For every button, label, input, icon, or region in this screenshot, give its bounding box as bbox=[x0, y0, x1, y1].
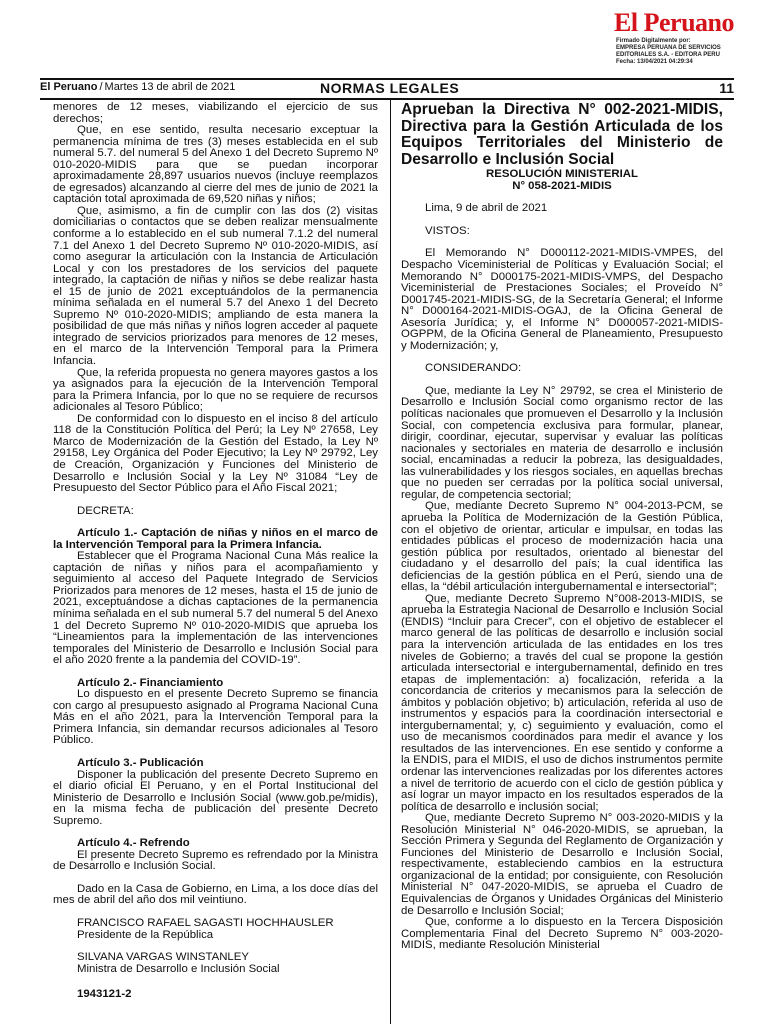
signatory-name: FRANCISCO RAFAEL SAGASTI HOCHHAUSLER bbox=[77, 917, 334, 929]
resolution-label: RESOLUCIÓN MINISTERIAL bbox=[486, 168, 638, 181]
document-code: 1943121-2 bbox=[77, 988, 132, 1001]
signature-line: EMPRESA PERUANA DE SERVICIOS bbox=[616, 45, 721, 51]
resolution-number: N° 058-2021-MIDIS bbox=[512, 180, 612, 193]
paragraph: Que, asimismo, a fin de cumplir con las dos (2) visitas domiciliarias o contactos que se deben realizar mensualmente conforme a lo establecido en el sub numeral 7.1.2 del numeral 7.1 del Anexo 1 del Decreto Supremo Nº 010-2020-MIDIS, así como asegurar la articulación con la Instancia de Articulación Local y con los prestadores de los servicios del paquete integrado, la captación de niñas y niños se debe realizar hasta el 15 de junio de 2021 exceptuándolos de la permanencia mínima señalada en el numeral 5.7 del Anexo 1 del Decreto Supremo Nº 010-2020-MIDIS; ampliando de esta manera la posibilidad de que más niñas y niños logren acceder al paquete integrado de servicios priorizados para menores de 12 meses, en el marco de la Intervención Temporal para la Primera Infancia. bbox=[53, 204, 378, 368]
paragraph: Que, mediante Decreto Supremo N° 004-2013-PCM, se aprueba la Política de Modernización de la Gestión Pública, con el objetivo de orientar, articular e impulsar, en todas las entidades públicas el proceso de modernización hacia una gestión pública por resultados, orientado al bienestar del ciudadano y el desarrollo del país; la cual identifica las deficiencias de la gestión pública en el Perú, siendo una de ellas, la “débil articulación intergubernamental e intersectorial”; bbox=[401, 500, 723, 594]
article-2-text: Lo dispuesto en el presente Decreto Supremo se financia con cargo al presupuesto asignado al Programa Nacional Cuna Más en el año 2021, para la Intervención Temporal para la Primera Infancia, sin demandar recursos adicionales al Tesoro Público. bbox=[53, 688, 378, 747]
paragraph: Que, conforme a lo dispuesto en la Tercera Disposición Complementaria Final del Decreto Supremo N° 003-2020-MIDIS, mediante Resolución Ministerial bbox=[401, 916, 723, 952]
vistos-heading: VISTOS: bbox=[425, 224, 470, 237]
newspaper-logo: El Peruano bbox=[614, 8, 734, 37]
left-column bbox=[53, 102, 378, 1001]
page-header bbox=[40, 80, 734, 96]
signature-line: Fecha: 13/04/2021 04:29:34 bbox=[616, 59, 693, 65]
paragraph: Que, la referida propuesta no genera mayores gastos a los ya asignados para la ejecución de la Intervención Temporal para la Primera Infancia, por lo que no se requiere de recursos adicionales al Tesoro Público; bbox=[53, 366, 378, 414]
article-2-title: Artículo 2.- Financiamiento bbox=[77, 676, 224, 689]
paragraph: Que, mediante Decreto Supremo N° 003-2020-MIDIS y la Resolución Ministerial N° 046-2020-MIDIS, se aprueban, la Sección Primera y Segunda del Reglamento de Organización y Funciones del Ministerio de Desarrollo e Inclusión Social, respectivamente, estableciendo cambios en la estructura organizacional de la entidad; por consiguiente, con Resolución Ministerial N° 047-2020-MIDIS, se aprueba el Cuadro de Equivalencias de Órganos y Unidades Orgánicas del Ministerio de Desarrollo e Inclusión Social; bbox=[401, 812, 723, 917]
header-section: NORMAS LEGALES bbox=[320, 80, 460, 96]
signatory-name: SILVANA VARGAS WINSTANLEY bbox=[77, 951, 249, 964]
resolution-date: Lima, 9 de abril de 2021 bbox=[425, 202, 548, 215]
article-3-title: Artículo 3.- Publicación bbox=[77, 756, 204, 769]
decreta-heading: DECRETA: bbox=[77, 504, 134, 517]
closing-paragraph: Dado en la Casa de Gobierno, en Lima, a los doce días del mes de abril del año dos mil veintiuno. bbox=[53, 882, 378, 907]
considerando-heading: CONSIDERANDO: bbox=[425, 362, 522, 375]
paragraph: menores de 12 meses, viabilizando el ejercicio de sus derechos; bbox=[53, 101, 378, 125]
article-headline: Aprueban la Directiva N° 002-2021-MIDIS, Directiva para la Gestión Articulada de los Equipos Territoriales del Ministerio de Desarrollo e Inclusión Social bbox=[401, 101, 723, 168]
article-4-text: El presente Decreto Supremo es refrendado por la Ministra de Desarrollo e Inclusión Social. bbox=[53, 848, 378, 873]
article-3-text: Disponer la publicación del presente Decreto Supremo en el diario oficial El Peruano, y en el Portal Institucional del Ministerio de Desarrollo e Inclusión Social (www.gob.pe/midis), en la misma fecha de publicación del presente Decreto Supremo. bbox=[53, 768, 378, 827]
right-column bbox=[401, 102, 723, 952]
header-rule-bottom bbox=[40, 98, 734, 100]
page-number: 11 bbox=[719, 80, 734, 96]
signatory-role: Presidente de la República bbox=[77, 928, 214, 941]
article-1-title: Artículo 1.- Captación de niñas y niños en el marco de la Intervención Temporal para la Primera Infancia. bbox=[53, 527, 378, 551]
paragraph: Que, mediante Decreto Supremo N°008-2013-MIDIS, se aprueba la Estrategia Nacional de Desarrollo e Inclusión Social (ENDIS) “Incluir para Crecer”, con el objetivo de establecer el marco general de las políticas de desarrollo e inclusión social para la intervención articulada de las entidades en los tres niveles de Gobierno; a través del cual se propone la gestión articulada intersectorial e intergubernamental, definido en tres etapas de implementación: a) focalización, referida a la concordancia de criterios y mecanismos para la selección de ámbitos y población objetivo; b) articulación, referida al uso de instrumentos y espacios para la coordinación intersectorial e intergubernamental; y, c) seguimiento y evaluación, como el uso de mecanismos coordinados para medir el avance y los resultados de las intervenciones. En ese sentido y conforme a la ENDIS, para el MIDIS, el uso de dichos instrumentos permite ordenar las intervenciones realizadas por los diferentes actores a nivel de territorio de acuerdo con el ciclo de gestión pública y así lograr un mayor impacto en los resultados esperados de la política de desarrollo e inclusión social; bbox=[401, 592, 723, 813]
signature-line: Firmado Digitalmente por: bbox=[616, 38, 691, 44]
column-divider bbox=[390, 100, 391, 1024]
paragraph: Que, en ese sentido, resulta necesario exceptuar la permanencia mínima de tres (3) meses establecida en el sub numeral 5.7. del numeral 5 del Anexo 1 del Decreto Supremo Nº 010-2020-MIDIS para que se puedan incorporar aproximadamente 28,897 usuarios nuevos (incluye reemplazos de egresados) alcanzando al cierre del mes de junio de 2021 la captación total aproximada de 69,520 niñas y niños; bbox=[53, 124, 378, 206]
paragraph: Que, mediante la Ley N° 29792, se crea el Ministerio de Desarrollo e Inclusión Social como organismo rector de las políticas nacionales que promueven el Desarrollo y la Inclusión Social, con competencia exclusiva para formular, planear, dirigir, coordinar, ejecutar, supervisar y evaluar las políticas nacionales y sectoriales en materia de desarrollo e inclusión social, encaminadas a reducir la pobreza, las desigualdades, las vulnerabilidades y los riesgos sociales, en aquellas brechas que no pueden ser cerradas por la política social universal, regular, de competencia sectorial; bbox=[401, 384, 723, 501]
header-publication: El Peruano / Martes 13 de abril de 2021 bbox=[40, 81, 236, 93]
header-date: Martes 13 de abril de 2021 bbox=[104, 81, 236, 93]
signatory-role: Ministra de Desarrollo e Inclusión Social bbox=[77, 962, 280, 975]
vistos-paragraph: El Memorando N° D000112-2021-MIDIS-VMPES, del Despacho Viceministerial de Políticas y Evaluación Social; el Memorando N° D000175-2021-MIDIS-VMPS, del Despacho Viceministerial de Prestaciones Sociales; el Proveído N° D001745-2021-MIDIS-SG, de la Secretaría General; el Informe N° D000164-2021-MIDIS-OGAJ, de la Oficina General de Asesoría Jurídica; y, el Informe N° D000057-2021-MIDIS-OGPPM, de la Oficina General de Planeamiento, Presupuesto y Modernización; y, bbox=[401, 247, 723, 352]
article-4-title: Artículo 4.- Refrendo bbox=[77, 837, 190, 850]
header-publication-name: El Peruano bbox=[40, 81, 98, 93]
article-1-text: Establecer que el Programa Nacional Cuna Más realice la captación de niñas y niños para el acompañamiento y seguimiento al acceso del Paquete Integrado de Servicios Priorizados para menores de 12 meses, hasta el 15 de junio de 2021, exceptuándose a dichas captaciones de la permanencia mínima señalada en el sub numeral 5.7 del numeral 5 del Anexo 1 del Decreto Supremo Nº 010-2020-MIDIS que aprueba los “Lineamientos para la implementación de las intervenciones temporales del Ministerio de Desarrollo e Inclusión Social para el año 2020 frente a la pandemia del COVID-19”. bbox=[53, 550, 378, 667]
paragraph: De conformidad con lo dispuesto en el inciso 8 del artículo 118 de la Constitución Política del Perú; la Ley Nº 27658, Ley Marco de Modernización de la Gestión del Estado, la Ley Nº 29158, Ley Orgánica del Poder Ejecutivo; la Ley Nº 29792, Ley de Creación, Organización y Funciones del Ministerio de Desarrollo e Inclusión Social y la Ley Nº 31084 “Ley de Presupuesto del Sector Público para el Año Fiscal 2021; bbox=[53, 412, 378, 495]
signature-line: EDITORIALES S.A. - EDITORA PERU bbox=[616, 52, 720, 58]
digital-signature bbox=[616, 38, 746, 66]
